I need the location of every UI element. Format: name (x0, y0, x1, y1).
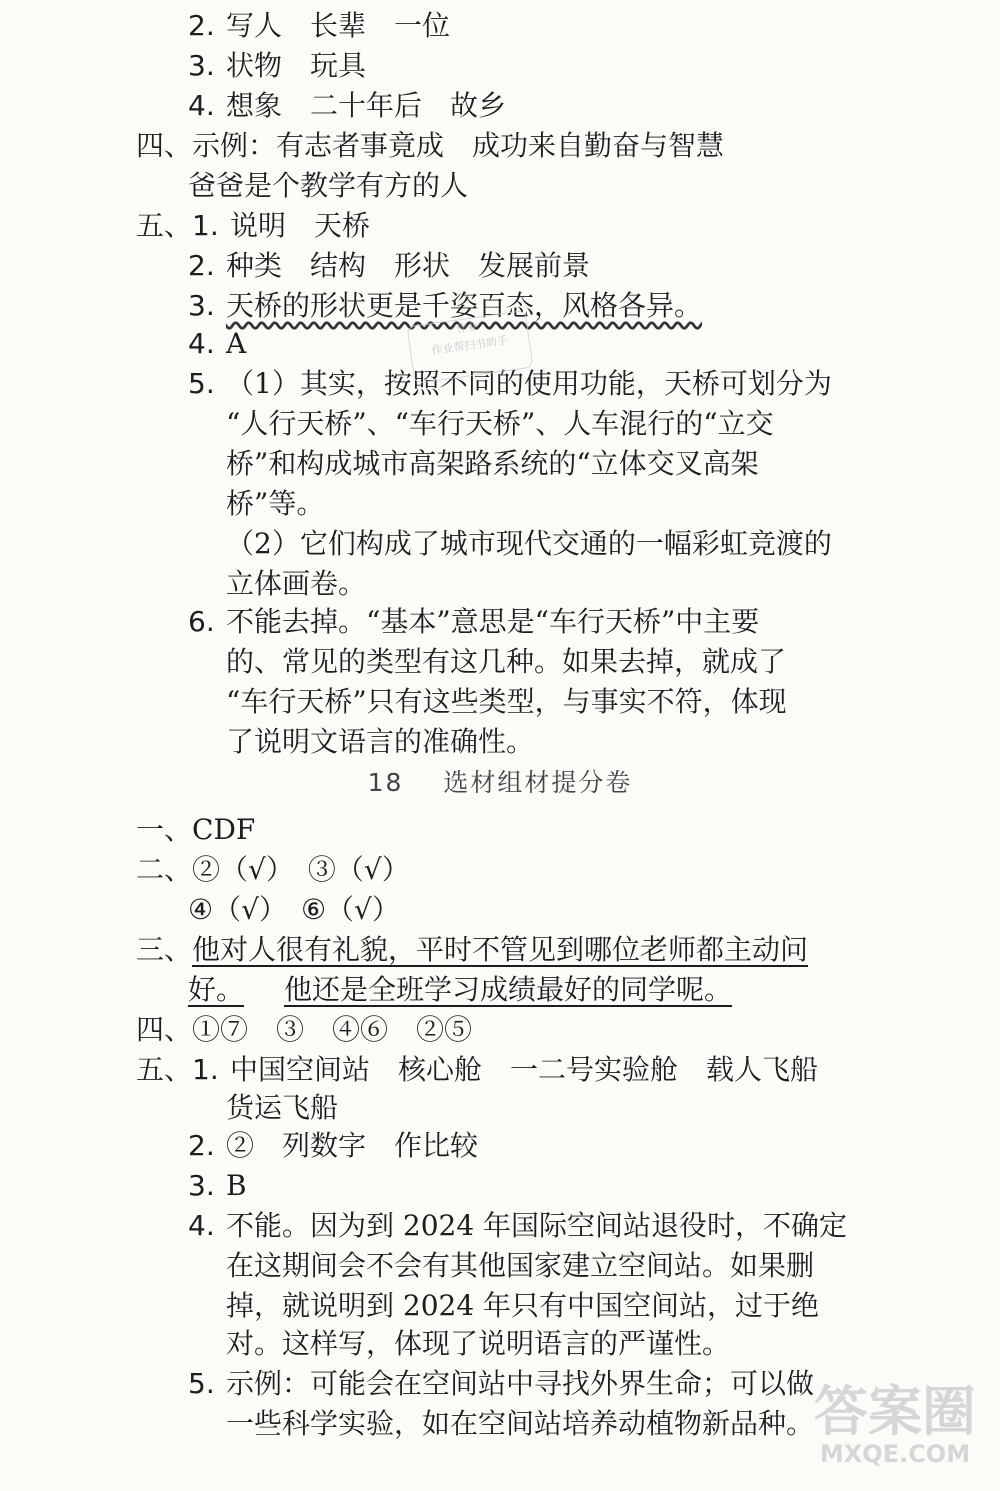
answer-line: 三、他对人很有礼貌，平时不管见到哪位老师都主动问 (136, 933, 809, 966)
answer-line: 4. 想象 二十年后 故乡 (188, 89, 507, 122)
answer-line (188, 970, 732, 1010)
answer-line: 掉，就说明到 2024 年只有中国空间站，过于绝 (226, 1289, 820, 1322)
answer-line: 五、1. 说明 天桥 (136, 209, 371, 242)
answer-line: 在这期间会不会有其他国家建立空间站。如果删 (226, 1249, 815, 1282)
answer-line: 五、1. 中国空间站 核心舱 一二号实验舱 载人飞船 (136, 1053, 819, 1086)
answer-line: 4. A (188, 327, 247, 360)
answer-line: 2. 种类 结构 形状 发展前景 (188, 249, 591, 282)
section-title: 18 选材组材提分卷 (367, 768, 633, 797)
answer-line: 立体画卷。 (226, 567, 367, 600)
answer-line: 3. 状物 玩具 (188, 49, 367, 82)
answer-line: 爸爸是个教学有方的人 (188, 169, 469, 202)
underlined-answer: 他对人很有礼貌，平时不管见到哪位老师都主动问 (192, 933, 809, 966)
answer-line: 了说明文语言的准确性。 (226, 725, 535, 758)
scan-stamp: 作业 作业帮扫书助手 (407, 310, 534, 384)
wavy-underlined-answer: 天桥的形状更是千姿百态，风格各异。 (226, 289, 703, 322)
answer-line: 3. B (188, 1169, 247, 1202)
answer-line: 一些科学实验，如在空间站培养动植物新品种。 (226, 1407, 815, 1440)
answer-line: “车行天桥”只有这些类型，与事实不符，体现 (226, 685, 787, 718)
watermark-logo: 答案圈 MXQE.COM (814, 1380, 976, 1468)
answer-line: 四、示例：有志者事竟成 成功来自勤奋与智慧 (136, 129, 725, 162)
answer-line: （2）它们构成了城市现代交通的一幅彩虹竞渡的 (226, 527, 832, 560)
answer-line: 桥”等。 (226, 487, 325, 520)
answer-line: 四、①⑦ ③ ④⑥ ②⑤ (136, 1013, 473, 1046)
answer-line: 3. 天桥的形状更是千姿百态，风格各异。 (188, 289, 703, 322)
answer-line: 4. 不能。因为到 2024 年国际空间站退役时，不确定 (188, 1209, 848, 1242)
answer-line: 6. 不能去掉。“基本”意思是“车行天桥”中主要 (188, 605, 760, 638)
answer-line: 2. 写人 长辈 一位 (188, 9, 451, 42)
underlined-answer: 他还是全班学习成绩最好的同学呢。 (284, 973, 733, 1006)
answer-line: 的、常见的类型有这几种。如果去掉，就成了 (226, 645, 787, 678)
answer-line: 货运飞船 (226, 1091, 339, 1124)
answer-line: “人行天桥”、“车行天桥”、人车混行的“立交 (226, 407, 774, 440)
answer-line: 2. ② 列数字 作比较 (188, 1129, 479, 1162)
answer-line: 桥”和构成城市高架路系统的“立体交叉高架 (226, 447, 759, 480)
answer-line: ④（√） ⑥（√） (188, 893, 400, 926)
answer-line: 对。这样写，体现了说明语言的严谨性。 (226, 1327, 731, 1360)
answer-line: 一、CDF (136, 813, 256, 846)
answer-line: 5. （1）其实，按照不同的使用功能，天桥可划分为 (188, 367, 832, 400)
underlined-answer: 好。 (188, 973, 245, 1006)
answer-line: 5. 示例：可能会在空间站中寻找外界生命；可以做 (188, 1367, 815, 1400)
answer-line: 二、②（√） ③（√） (136, 853, 410, 886)
